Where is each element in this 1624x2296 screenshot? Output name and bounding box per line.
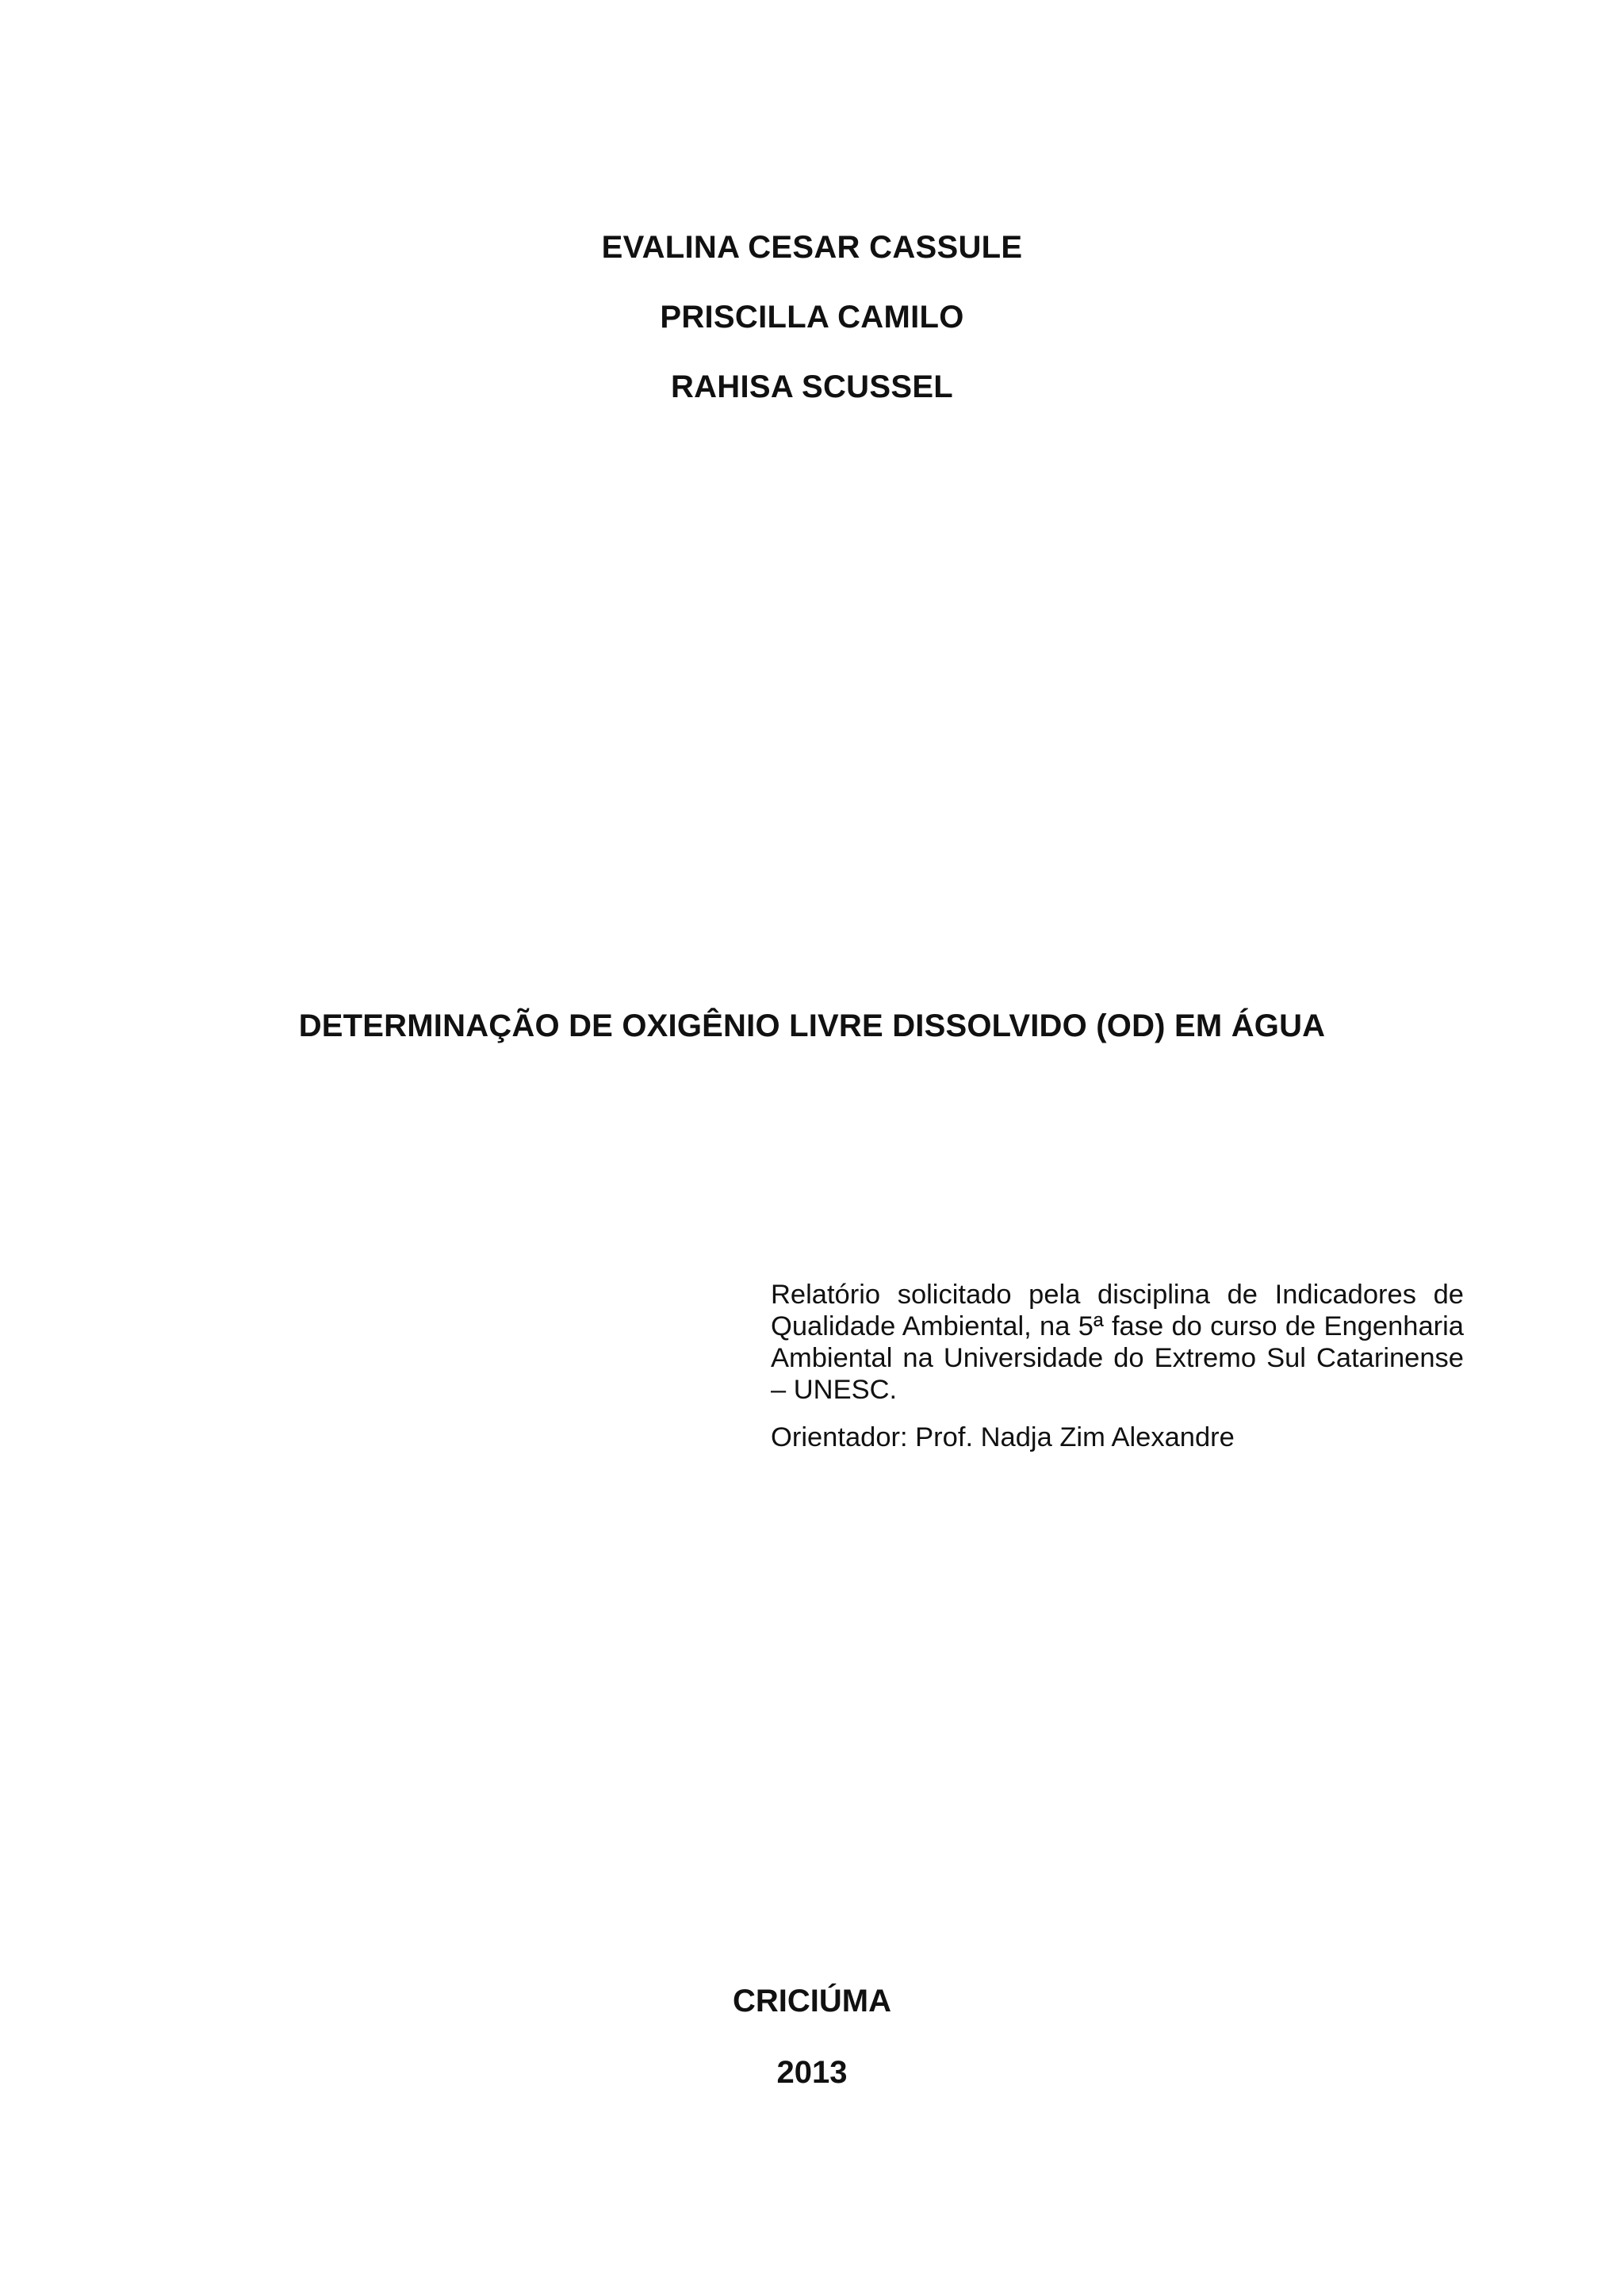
report-description: Relatório solicitado pela disciplina de Indicadores de Qualidade Ambiental, na 5ª fase do curso de Engenharia Ambiental na Universidade do Extremo Sul Catarinense – UNESC. [771, 1280, 1464, 1405]
advisor-line: Orientador: Prof. Nadja Zim Alexandre [771, 1422, 1235, 1452]
city-name: CRICIÚMA [733, 1984, 891, 2019]
year: 2013 [776, 2055, 848, 2090]
author-name: EVALINA CESAR CASSULE [601, 230, 1023, 265]
report-description-block [771, 1279, 1464, 1453]
author-name: PRISCILLA CAMILO [660, 300, 964, 335]
author-name: RAHISA SCUSSEL [670, 369, 954, 404]
author-list [0, 228, 1624, 438]
document-title: DETERMINAÇÃO DE OXIGÊNIO LIVRE DISSOLVIDO (OD) EM ÁGUA [298, 1008, 1326, 1043]
